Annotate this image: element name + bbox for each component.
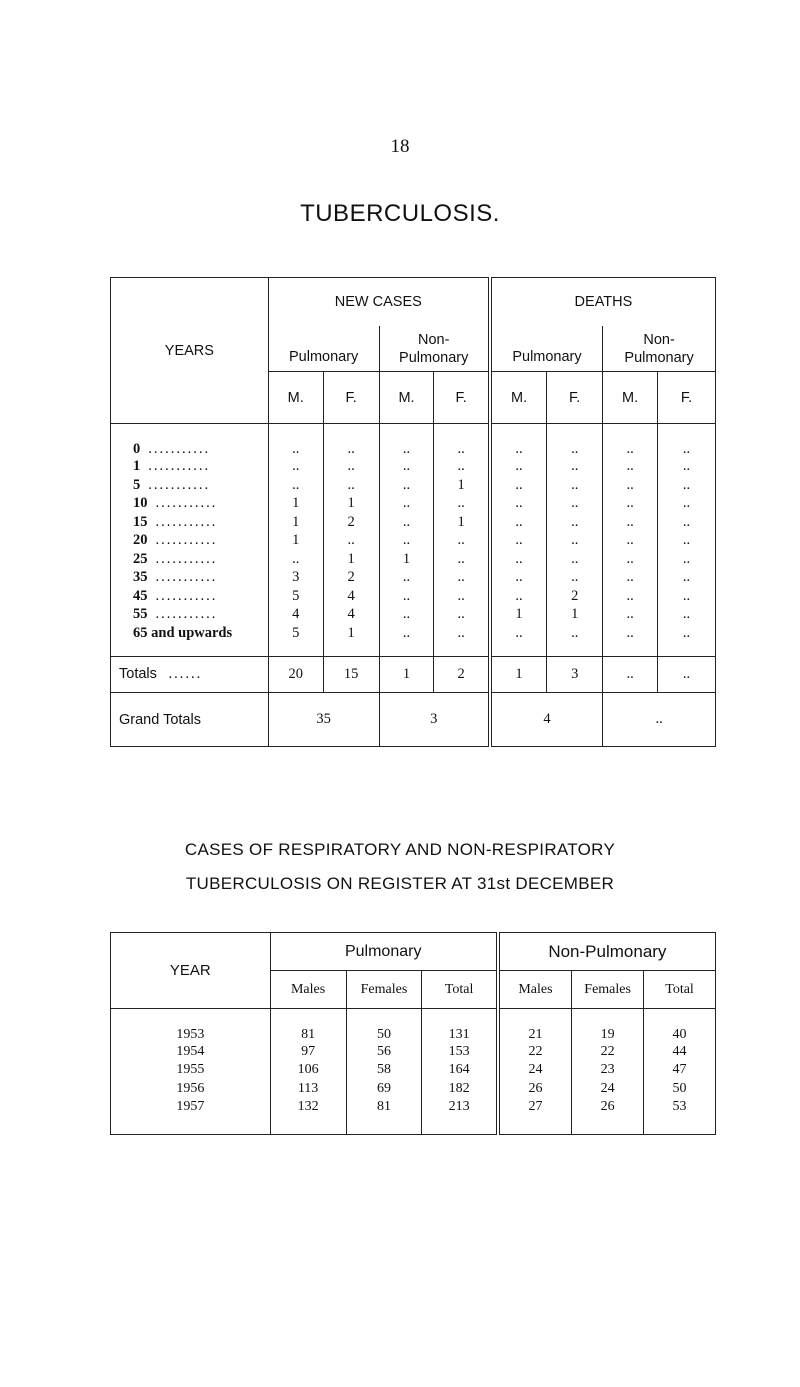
cell: .. bbox=[434, 424, 490, 458]
age-rows bbox=[111, 424, 716, 657]
value-cell: 58 bbox=[346, 1061, 422, 1080]
tuberculosis-register-table bbox=[110, 932, 716, 1135]
age-label: 5 ........... bbox=[111, 476, 269, 495]
cell: 1 bbox=[547, 606, 603, 625]
cell: .. bbox=[603, 424, 658, 458]
table-row bbox=[111, 569, 716, 588]
deaths-header: DEATHS bbox=[490, 278, 716, 326]
value-cell: 50 bbox=[644, 1080, 716, 1099]
cell: .. bbox=[658, 495, 716, 514]
cell: .. bbox=[658, 550, 716, 569]
cell: 1 bbox=[323, 550, 379, 569]
cell: .. bbox=[658, 624, 716, 643]
value-cell: 164 bbox=[422, 1061, 498, 1080]
cell: .. bbox=[603, 495, 658, 514]
cell: 1 bbox=[292, 513, 300, 530]
males-header: Males bbox=[270, 971, 346, 1009]
value-cell: 50 bbox=[346, 1009, 422, 1043]
col-m: M. bbox=[268, 372, 323, 424]
cell: 5 bbox=[292, 587, 300, 604]
value-cell: 106 bbox=[297, 1062, 319, 1078]
value-cell: 153 bbox=[422, 1043, 498, 1062]
cell: .. bbox=[292, 476, 300, 493]
age-label: 65 and upwards bbox=[111, 624, 269, 643]
grand-total-deaths-pulmonary: 4 bbox=[490, 693, 603, 747]
cell: 4 bbox=[323, 606, 379, 625]
total-cell: 20 bbox=[268, 657, 323, 693]
cell: .. bbox=[434, 458, 490, 477]
cell: .. bbox=[658, 587, 716, 606]
females-header: Females bbox=[572, 971, 644, 1009]
cell: .. bbox=[292, 458, 300, 475]
females-header: Females bbox=[346, 971, 422, 1009]
cell: .. bbox=[434, 550, 490, 569]
year-cell: 1953 bbox=[111, 1009, 271, 1043]
value-cell: 69 bbox=[346, 1080, 422, 1099]
cell: .. bbox=[547, 513, 603, 532]
total-cell: 1 bbox=[490, 657, 547, 693]
cell: .. bbox=[379, 569, 434, 588]
cell: .. bbox=[490, 550, 547, 569]
cell: .. bbox=[434, 569, 490, 588]
value-cell: 81 bbox=[346, 1098, 422, 1117]
cell: 2 bbox=[323, 569, 379, 588]
page-title: TUBERCULOSIS. bbox=[300, 200, 500, 227]
new-cases-header: NEW CASES bbox=[268, 278, 490, 326]
table-row bbox=[111, 1061, 716, 1080]
grand-total-new-non-pulmonary: 3 bbox=[379, 693, 490, 747]
age-label: 25 ........... bbox=[111, 550, 269, 569]
cell: .. bbox=[603, 569, 658, 588]
table-row bbox=[111, 606, 716, 625]
year-cell: 1957 bbox=[111, 1098, 271, 1117]
total-cell: 3 bbox=[547, 657, 603, 693]
cell: 1 bbox=[323, 624, 379, 643]
col-m: M. bbox=[379, 372, 434, 424]
totals-label: Totals ...... bbox=[111, 657, 269, 693]
table-row bbox=[111, 587, 716, 606]
value-cell: 27 bbox=[498, 1098, 572, 1117]
cell: 4 bbox=[292, 606, 300, 623]
table-row bbox=[111, 513, 716, 532]
cell: .. bbox=[292, 550, 300, 567]
age-label: 10 ........... bbox=[111, 495, 269, 514]
age-label: 0 ........... bbox=[111, 424, 269, 458]
table-row bbox=[111, 458, 716, 477]
cell: 1 bbox=[434, 513, 490, 532]
value-cell: 131 bbox=[422, 1009, 498, 1043]
value-cell: 47 bbox=[644, 1061, 716, 1080]
cell: .. bbox=[603, 476, 658, 495]
cell: .. bbox=[379, 624, 434, 643]
page-number: 18 bbox=[390, 136, 410, 157]
cell: 1 bbox=[292, 532, 300, 549]
table-row bbox=[111, 1043, 716, 1062]
table-row bbox=[111, 495, 716, 514]
cell: .. bbox=[434, 606, 490, 625]
age-label: 55 ........... bbox=[111, 606, 269, 625]
new-non-pulmonary-header: Non- Pulmonary bbox=[379, 326, 490, 372]
cell: .. bbox=[603, 624, 658, 643]
section-title-line-2: TUBERCULOSIS ON REGISTER AT 31st DECEMBER bbox=[185, 874, 615, 893]
cell: .. bbox=[490, 458, 547, 477]
cell: 4 bbox=[323, 587, 379, 606]
new-pulmonary-header: Pulmonary bbox=[268, 326, 379, 372]
cell: .. bbox=[379, 513, 434, 532]
value-cell: 24 bbox=[498, 1061, 572, 1080]
cell: .. bbox=[547, 569, 603, 588]
cell: .. bbox=[434, 587, 490, 606]
value-cell: 213 bbox=[422, 1098, 498, 1117]
value-cell: 22 bbox=[572, 1043, 644, 1062]
value-cell: 21 bbox=[498, 1009, 572, 1043]
age-label: 1 ........... bbox=[111, 458, 269, 477]
cell: .. bbox=[547, 458, 603, 477]
age-label: 15 ........... bbox=[111, 513, 269, 532]
year-cell: 1954 bbox=[111, 1043, 271, 1062]
col-f: F. bbox=[547, 372, 603, 424]
cell: .. bbox=[379, 495, 434, 514]
age-label: 20 ........... bbox=[111, 532, 269, 551]
cell: .. bbox=[490, 569, 547, 588]
year-cell: 1956 bbox=[111, 1080, 271, 1099]
deaths-pulmonary-header: Pulmonary bbox=[490, 326, 603, 372]
cell: 1 bbox=[434, 476, 490, 495]
table-row bbox=[111, 476, 716, 495]
table-row bbox=[111, 550, 716, 569]
col-m: M. bbox=[490, 372, 547, 424]
total-cell: .. bbox=[658, 657, 716, 693]
tuberculosis-cases-table bbox=[110, 277, 716, 747]
cell: .. bbox=[490, 513, 547, 532]
cell: .. bbox=[490, 624, 547, 643]
value-cell: 113 bbox=[297, 1080, 319, 1096]
cell: .. bbox=[379, 606, 434, 625]
cell: 2 bbox=[323, 513, 379, 532]
grand-total-new-pulmonary: 35 bbox=[268, 693, 379, 747]
cell: .. bbox=[603, 550, 658, 569]
value-cell: 53 bbox=[644, 1098, 716, 1117]
cell: .. bbox=[547, 624, 603, 643]
value-cell: 24 bbox=[572, 1080, 644, 1099]
total-cell: 15 bbox=[323, 657, 379, 693]
section-title-line-1: CASES OF RESPIRATORY AND NON-RESPIRATORY bbox=[184, 840, 616, 859]
grand-totals-label: Grand Totals bbox=[111, 693, 269, 747]
value-cell: 40 bbox=[644, 1009, 716, 1043]
value-cell: 23 bbox=[572, 1061, 644, 1080]
total-header: Total bbox=[422, 971, 498, 1009]
cell: .. bbox=[658, 424, 716, 458]
cell: .. bbox=[658, 569, 716, 588]
year-header: YEAR bbox=[111, 933, 271, 1009]
cell: 5 bbox=[292, 624, 300, 641]
value-cell: 81 bbox=[301, 1026, 316, 1042]
value-cell: 182 bbox=[422, 1080, 498, 1099]
cell: .. bbox=[490, 587, 547, 606]
cell: .. bbox=[379, 587, 434, 606]
cell: .. bbox=[658, 606, 716, 625]
cell: .. bbox=[490, 476, 547, 495]
cell: 1 bbox=[292, 495, 300, 512]
cell: .. bbox=[658, 532, 716, 551]
cell: .. bbox=[603, 587, 658, 606]
cell: 1 bbox=[490, 606, 547, 625]
cell: .. bbox=[658, 458, 716, 477]
value-cell: 22 bbox=[498, 1043, 572, 1062]
total-header: Total bbox=[644, 971, 716, 1009]
cell: .. bbox=[603, 532, 658, 551]
cell: .. bbox=[547, 424, 603, 458]
cell: 2 bbox=[547, 587, 603, 606]
cell: .. bbox=[658, 513, 716, 532]
cell: .. bbox=[603, 513, 658, 532]
age-label: 45 ........... bbox=[111, 587, 269, 606]
cell: .. bbox=[379, 476, 434, 495]
grand-total-deaths-non-pulmonary: .. bbox=[603, 693, 716, 747]
cell: .. bbox=[434, 495, 490, 514]
age-label: 35 ........... bbox=[111, 569, 269, 588]
cell: .. bbox=[490, 532, 547, 551]
cell: .. bbox=[547, 550, 603, 569]
cell: .. bbox=[547, 532, 603, 551]
cell: .. bbox=[490, 424, 547, 458]
table-row bbox=[111, 1080, 716, 1099]
table-row bbox=[111, 532, 716, 551]
years-header: YEARS bbox=[111, 278, 269, 424]
value-cell: 56 bbox=[346, 1043, 422, 1062]
grand-totals-row bbox=[111, 693, 716, 747]
value-cell: 97 bbox=[301, 1043, 316, 1059]
cell: .. bbox=[547, 495, 603, 514]
value-cell: 26 bbox=[572, 1098, 644, 1117]
total-cell: .. bbox=[603, 657, 658, 693]
table-row bbox=[111, 1098, 716, 1117]
cell: .. bbox=[658, 476, 716, 495]
totals-row bbox=[111, 657, 716, 693]
cell: .. bbox=[434, 532, 490, 551]
cell: .. bbox=[379, 458, 434, 477]
cell: .. bbox=[379, 532, 434, 551]
year-cell: 1955 bbox=[111, 1061, 271, 1080]
cell: .. bbox=[323, 424, 379, 458]
table-row bbox=[111, 424, 716, 458]
cell: .. bbox=[323, 532, 379, 551]
col-f: F. bbox=[323, 372, 379, 424]
table-row bbox=[111, 1009, 716, 1043]
cell: .. bbox=[379, 424, 434, 458]
value-cell: 132 bbox=[297, 1099, 319, 1115]
cell: .. bbox=[323, 458, 379, 477]
cell: .. bbox=[434, 624, 490, 643]
cell: .. bbox=[603, 458, 658, 477]
value-cell: 26 bbox=[498, 1080, 572, 1099]
cell: .. bbox=[490, 495, 547, 514]
males-header: Males bbox=[498, 971, 572, 1009]
year-rows bbox=[111, 1009, 716, 1135]
value-cell: 44 bbox=[644, 1043, 716, 1062]
deaths-non-pulmonary-header: Non- Pulmonary bbox=[603, 326, 716, 372]
col-f: F. bbox=[434, 372, 490, 424]
total-cell: 2 bbox=[434, 657, 490, 693]
col-m: M. bbox=[603, 372, 658, 424]
cell: .. bbox=[292, 440, 300, 457]
cell: .. bbox=[603, 606, 658, 625]
cell: 1 bbox=[379, 550, 434, 569]
total-cell: 1 bbox=[379, 657, 434, 693]
cell: .. bbox=[547, 476, 603, 495]
col-f: F. bbox=[658, 372, 716, 424]
cell: 3 bbox=[292, 569, 300, 586]
cell: .. bbox=[323, 476, 379, 495]
table-row bbox=[111, 624, 716, 643]
cell: 1 bbox=[323, 495, 379, 514]
value-cell: 19 bbox=[572, 1009, 644, 1043]
non-pulmonary-header: Non-Pulmonary bbox=[498, 933, 716, 971]
pulmonary-header: Pulmonary bbox=[270, 933, 498, 971]
